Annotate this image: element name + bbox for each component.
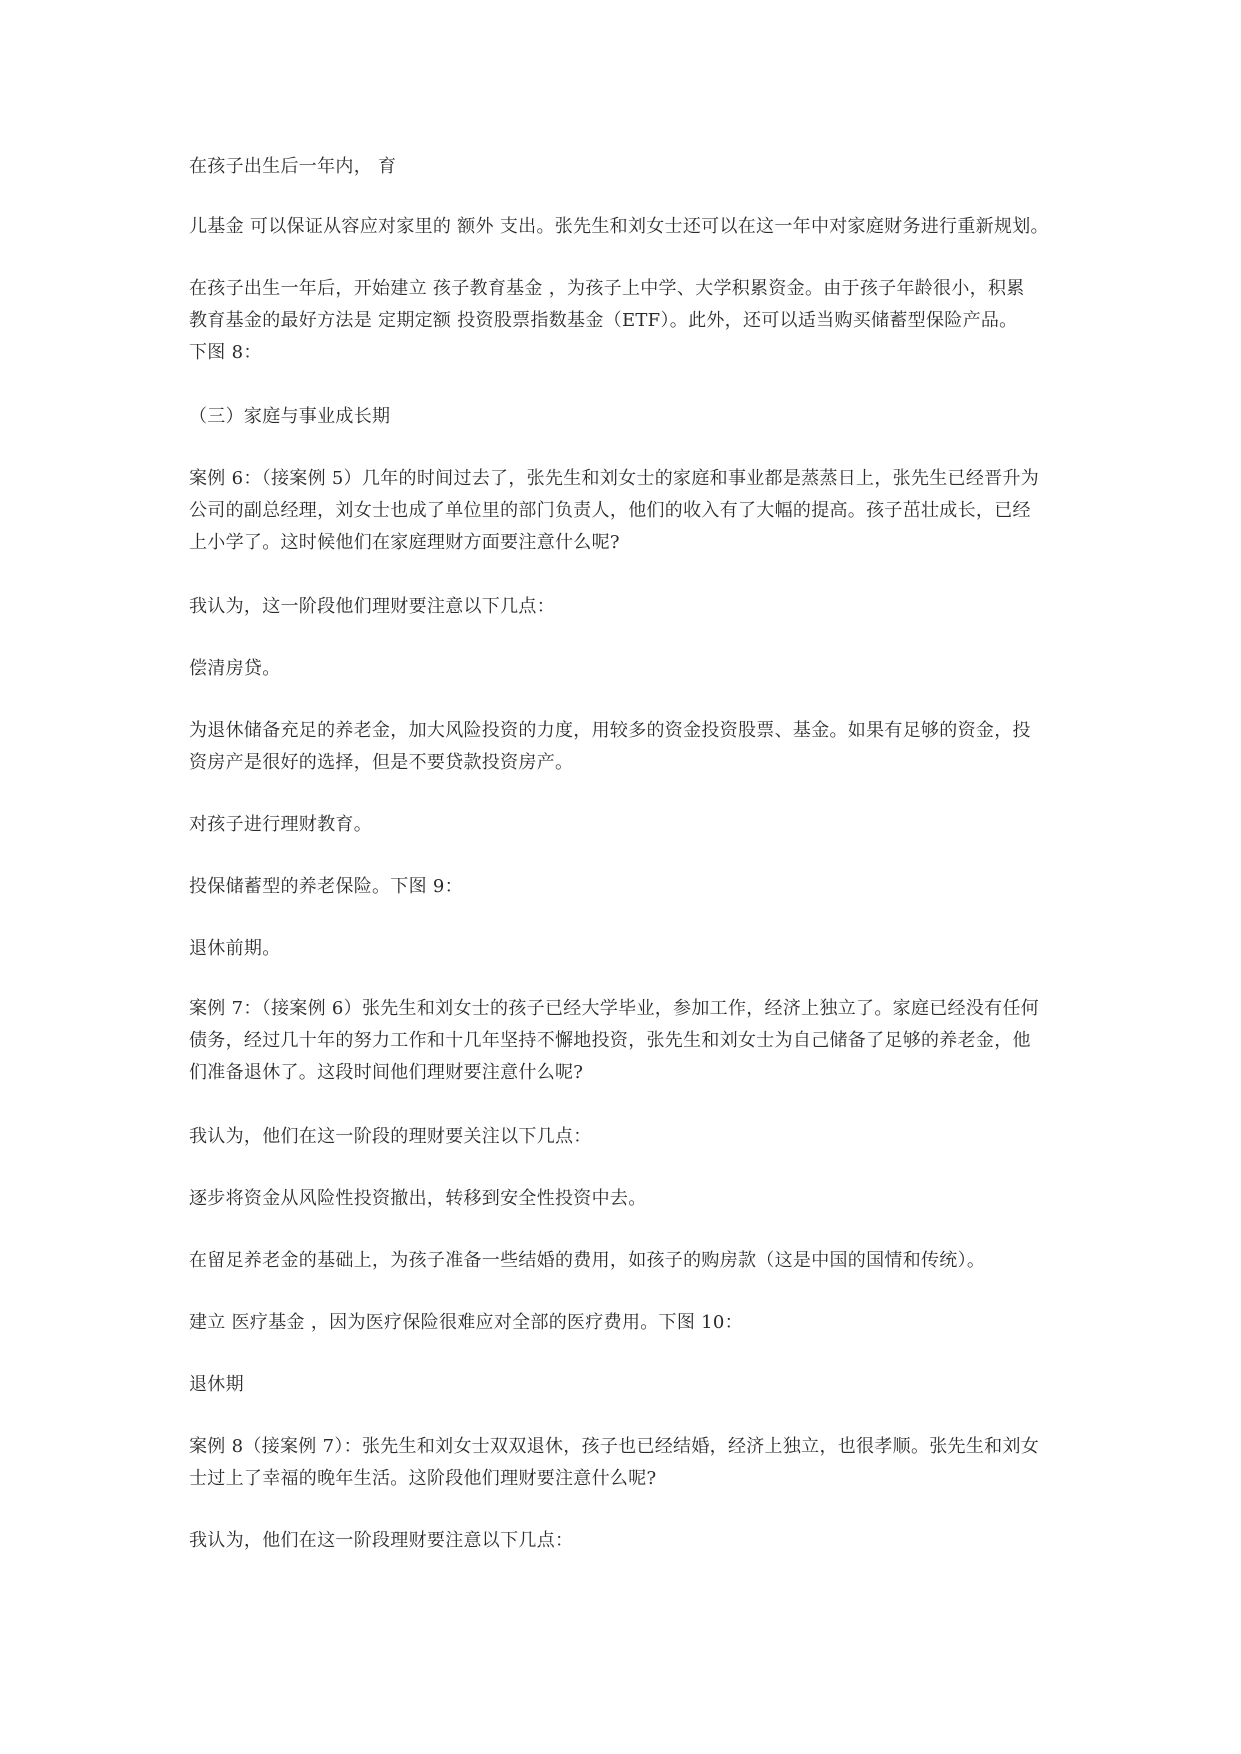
text-line: 我认为，他们在这一阶段理财要注意以下几点： <box>189 1530 574 1551</box>
text-line: 在留足养老金的基础上，为孩子准备一些结婚的费用，如孩子的购房款（这是中国的国情和传统）。 <box>189 1250 986 1271</box>
case-8-paragraph <box>189 1431 1069 1495</box>
figure-reference: 下图 8： <box>189 342 262 363</box>
text-line: 债务，经过几十年的努力工作和十几年坚持不懈地投资，张先生和刘女士为自己储备了足够的养老金，他 <box>189 1030 1031 1051</box>
text-line: 偿清房贷。 <box>189 658 281 679</box>
paragraph-10 <box>189 871 1069 903</box>
text-line: 教育基金的最好方法是 定期定额 投资股票指数基金（ETF）。此外，还可以适当购买储蓄型保险产品。 <box>189 310 1018 331</box>
text-line: 我认为，他们在这一阶段的理财要关注以下几点： <box>189 1126 592 1147</box>
paragraph-14 <box>189 1183 1069 1215</box>
paragraph-13 <box>189 1121 1069 1153</box>
paragraph-9 <box>189 809 1069 841</box>
heading-text: 退休期 <box>189 1374 244 1395</box>
heading-text: 退休前期。 <box>189 938 281 959</box>
figure-reference: 建立 医疗基金 ，因为医疗保险很难应对全部的医疗费用。下图 10： <box>189 1312 743 1333</box>
paragraph-19 <box>189 1525 1069 1557</box>
case-7-paragraph <box>189 993 1069 1089</box>
paragraph-7 <box>189 653 1069 685</box>
text-line: 士过上了幸福的晚年生活。这阶段他们理财要注意什么呢? <box>189 1468 657 1489</box>
text-line: 儿基金 可以保证从容应对家里的 额外 支出。张先生和刘女士还可以在这一年中对家庭财务进行重新规划。 <box>189 216 1049 237</box>
text-line: 资房产是很好的选择，但是不要贷款投资房产。 <box>189 752 574 773</box>
paragraph-8 <box>189 715 1069 779</box>
text-line: 们准备退休了。这段时间他们理财要注意什么呢? <box>189 1062 584 1083</box>
paragraph-3 <box>189 273 1069 369</box>
section-heading <box>189 933 1069 965</box>
paragraph-2 <box>189 211 1069 243</box>
text-line: 上小学了。这时候他们在家庭理财方面要注意什么呢? <box>189 532 620 553</box>
text-line: 在孩子出生后一年内， 育 <box>189 156 397 177</box>
text-line: 在孩子出生一年后，开始建立 孩子教育基金 ，为孩子上中学、大学积累资金。由于孩子年龄很小，积累 <box>189 278 1025 299</box>
section-heading <box>189 401 1069 433</box>
paragraph-6 <box>189 591 1069 623</box>
text-line: 逐步将资金从风险性投资撤出，转移到安全性投资中去。 <box>189 1188 647 1209</box>
paragraph-15 <box>189 1245 1069 1277</box>
text-line: 案例 7：（接案例 6）张先生和刘女士的孩子已经大学毕业，参加工作，经济上独立了。家庭已经没有任何 <box>189 998 1040 1019</box>
text-line: 对孩子进行理财教育。 <box>189 814 372 835</box>
figure-reference: 投保储蓄型的养老保险。下图 9： <box>189 876 463 897</box>
paragraph-1 <box>189 151 1069 183</box>
text-line: 我认为，这一阶段他们理财要注意以下几点： <box>189 596 555 617</box>
case-6-paragraph <box>189 463 1069 559</box>
text-line: 案例 8（接案例 7）：张先生和刘女士双双退休，孩子也已经结婚，经济上独立，也很孝顺。张先生和刘女 <box>189 1436 1040 1457</box>
text-line: 公司的副总经理，刘女士也成了单位里的部门负责人，他们的收入有了大幅的提高。孩子茁壮成长，已经 <box>189 500 1031 521</box>
paragraph-16 <box>189 1307 1069 1339</box>
text-line: 为退休储备充足的养老金，加大风险投资的力度，用较多的资金投资股票、基金。如果有足够的资金，投 <box>189 720 1031 741</box>
heading-text: （三）家庭与事业成长期 <box>189 406 391 427</box>
text-line: 案例 6：（接案例 5）几年的时间过去了，张先生和刘女士的家庭和事业都是蒸蒸日上，张先生已经晋升为 <box>189 468 1040 489</box>
section-heading <box>189 1369 1069 1401</box>
